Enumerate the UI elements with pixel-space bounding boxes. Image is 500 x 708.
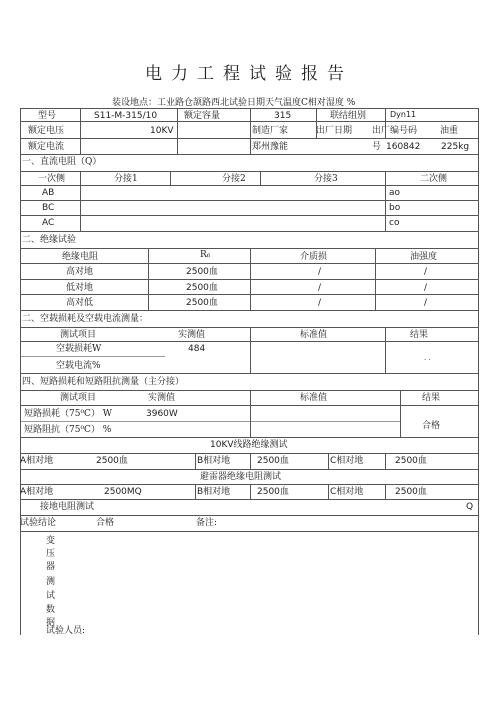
report-title: 电力工程试验报告 [145, 64, 353, 84]
insulation-row-oil: / [424, 298, 428, 308]
oil-value: 225kg [441, 142, 470, 152]
dc-tap1: 分接1 [114, 174, 138, 184]
noload-col-measured: 实测值 [178, 330, 206, 340]
arrester-a-value: 2500MQ [104, 487, 142, 497]
capacity-label: 额定容量 [184, 111, 221, 121]
short-impedance-label: 短路阻抗（75⁰C） % [24, 425, 112, 435]
arrester-b-value: 2500血 [257, 487, 289, 497]
insulation-row-oil: / [424, 283, 428, 293]
voltage-label: 额定电压 [28, 126, 65, 136]
date-label: 出厂日期 [316, 126, 353, 136]
line10kv-c-label: C相对地 [330, 456, 364, 466]
group-label: 联结组别 [330, 111, 367, 121]
dc-primary-label: 一次侧 [38, 174, 66, 184]
tester-label: 试验人员: [46, 626, 86, 636]
voltage-value: 10KV [150, 126, 174, 136]
vertical-label-char: 数 [46, 605, 56, 615]
insulation-col-r60: R₆ [200, 250, 211, 260]
line10kv-b-value: 2500血 [257, 456, 289, 466]
insulation-col-loss: 介质损 [300, 252, 328, 262]
dc-heading: 一、直流电阻（Q） [22, 157, 102, 167]
maker-value: 郑州豫能 [252, 142, 289, 152]
short-col-measured: 实测值 [148, 393, 176, 403]
vertical-label-char: 压 [46, 549, 56, 559]
model-label: 型号 [38, 111, 57, 121]
arrester-a-label: A相对地 [20, 487, 54, 497]
conclusion-value: 合格 [96, 518, 115, 528]
model-value: S11-M-315/10 [94, 111, 158, 121]
dc-row-primary: BC [42, 203, 55, 213]
insulation-col-resistance: 绝缘电阻 [62, 252, 99, 262]
serial-no-label: 号 [372, 142, 382, 152]
noload-current-label: 空载电流% [56, 361, 101, 371]
ground-unit: Q [466, 502, 474, 512]
insulation-col-oil: 油强度 [410, 252, 438, 262]
noload-col-standard: 标准值 [300, 330, 328, 340]
short-result: 合格 [422, 421, 441, 431]
dc-secondary-label: 二次侧 [420, 174, 448, 184]
oil-label: 油重 [440, 126, 459, 136]
insulation-row-loss: / [318, 283, 322, 293]
short-loss-value: 3960W [146, 409, 178, 419]
line10kv-heading: 10KV线路绝缘测试 [210, 440, 288, 450]
insulation-row-r: 2500血 [186, 283, 218, 293]
insulation-row-name: 高对低 [66, 298, 94, 308]
dc-tap2: 分接2 [222, 174, 246, 184]
dc-row-secondary: co [389, 218, 400, 228]
short-loss-label: 短路损耗（75⁰C） W [24, 409, 113, 419]
maker-label: 制造厂家 [252, 126, 289, 136]
dc-row-primary: AB [42, 188, 55, 198]
short-col-item: 测试项目 [60, 393, 97, 403]
line10kv-a-label: A相对地 [20, 456, 54, 466]
vertical-label-char: 变 [46, 536, 56, 546]
insulation-row-loss: / [318, 267, 322, 277]
serial-value: 160842 [386, 142, 421, 152]
noload-col-item: 测试项目 [60, 330, 97, 340]
arrester-b-label: B相对地 [197, 487, 231, 497]
insulation-heading: 二、绝缘试验 [22, 235, 77, 245]
line10kv-b-label: B相对地 [197, 456, 231, 466]
dc-row-secondary: ao [389, 188, 401, 198]
vertical-label-char: 据 [46, 618, 56, 628]
insulation-row-r: 2500血 [186, 267, 218, 277]
short-col-result: 结果 [422, 393, 441, 403]
dc-row-primary: AC [42, 218, 55, 228]
insulation-row-oil: / [424, 267, 428, 277]
line10kv-a-value: 2500血 [96, 456, 128, 466]
vertical-label-char: 器 [46, 562, 56, 572]
arrester-c-label: C相对地 [330, 487, 364, 497]
vertical-label-char: 试 [46, 591, 56, 601]
arrester-c-value: 2500血 [395, 487, 427, 497]
vertical-label-char: 测 [46, 577, 56, 587]
noload-loss-value: 484 [188, 344, 206, 354]
noload-col-result: 结果 [410, 330, 429, 340]
dc-row-secondary: bo [389, 203, 401, 213]
capacity-value: 315 [274, 111, 292, 121]
current-label: 额定电流 [28, 142, 65, 152]
short-heading: 四、短路损耗和短路阻抗测量（主分接） [22, 377, 185, 387]
group-value: Dyn11 [390, 110, 417, 119]
conclusion-label: 试验结论 [20, 518, 57, 528]
insulation-row-loss: / [318, 298, 322, 308]
insulation-row-name: 低对地 [66, 283, 94, 293]
serial-label: 出厂编号码 [372, 126, 418, 136]
arrester-heading: 避雷器绝缘电阻测试 [200, 472, 282, 482]
insulation-row-r: 2500血 [186, 298, 218, 308]
noload-heading: 二、空载损耗及空载电流测量： [22, 314, 149, 324]
insulation-row-name: 高对地 [66, 267, 94, 277]
remark-label: 备注: [196, 518, 218, 528]
dc-tap3: 分接3 [314, 174, 338, 184]
noload-loss-label: 空载损耗W [56, 344, 102, 354]
noload-mark: · · [424, 356, 431, 364]
short-col-standard: 标准值 [300, 393, 328, 403]
site-info-line: 装设地点：工业路仓颉路西北试验日期天气温度C相对湿度 % [112, 98, 356, 108]
ground-label: 接地电阻测试 [40, 502, 95, 512]
line10kv-c-value: 2500血 [395, 456, 427, 466]
